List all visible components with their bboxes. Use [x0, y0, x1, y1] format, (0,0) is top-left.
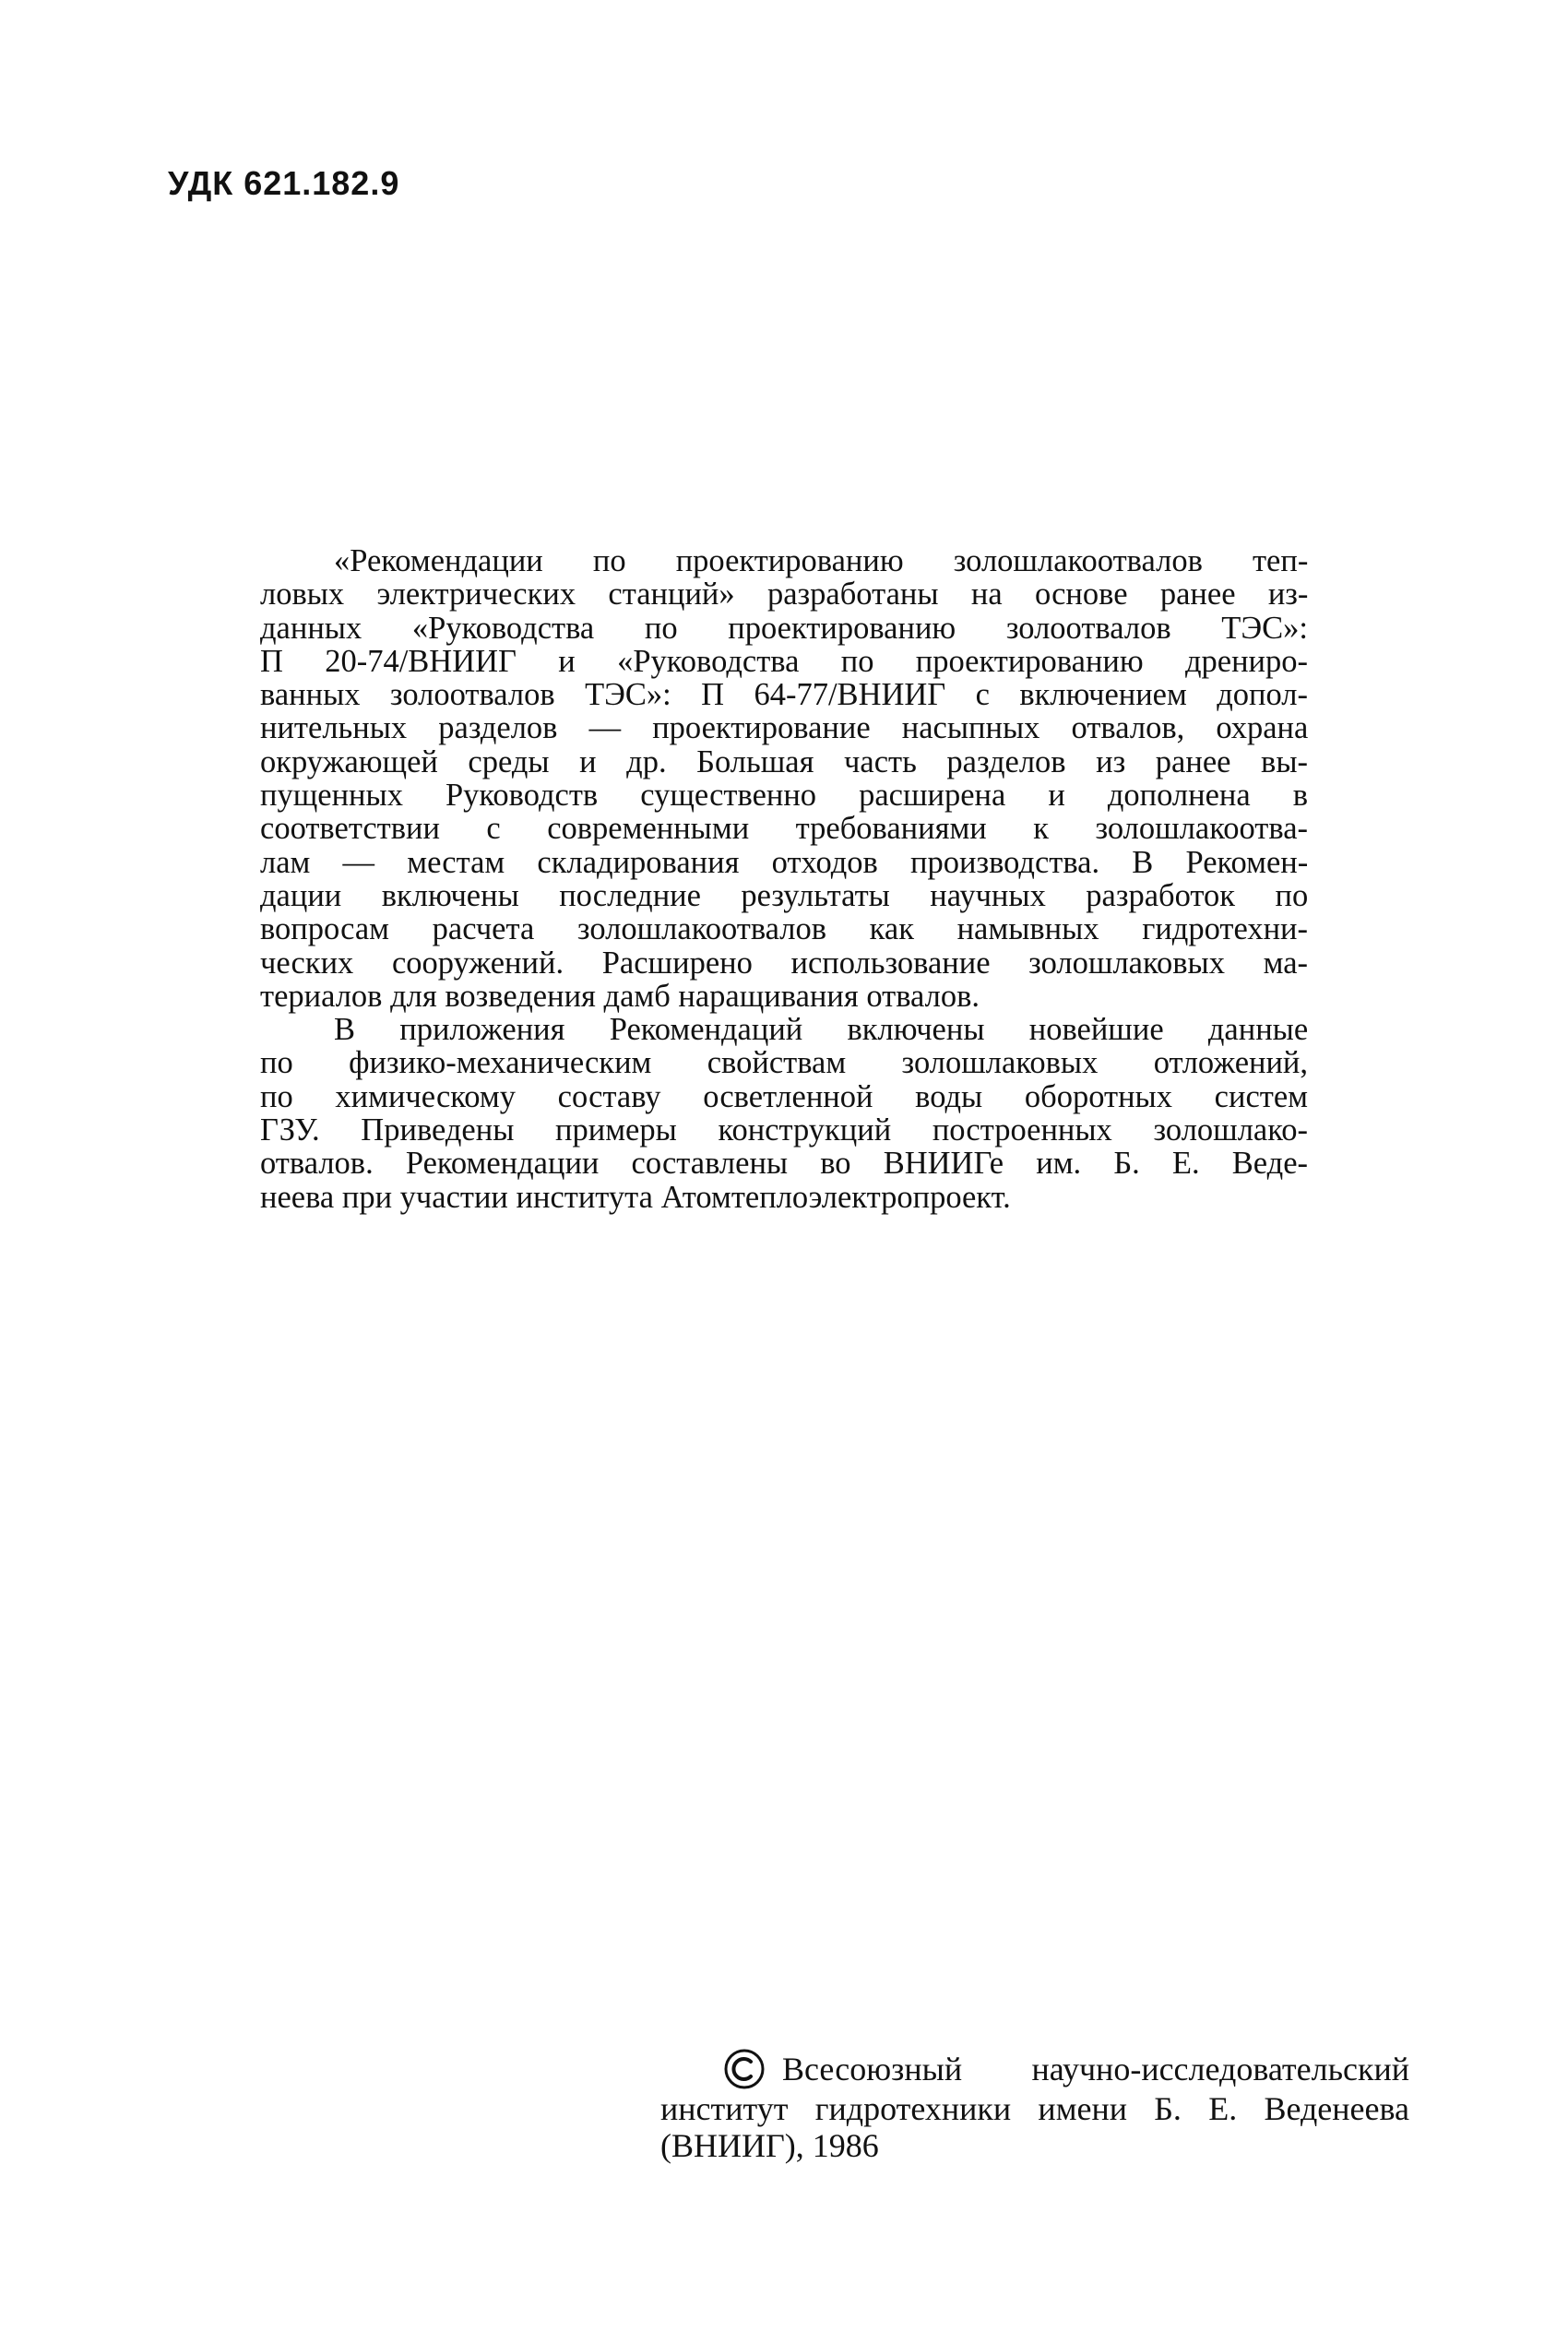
abstract-line: пущенных Руководств существенно расширена и дополнена в: [260, 778, 1308, 814]
abstract-line: В приложения Рекомендаций включены новейшие данные: [334, 1012, 1309, 1048]
abstract-paragraph-1: [260, 544, 1308, 1013]
abstract-line: ческих сооружений. Расширено использование золошлаковых ма-: [260, 945, 1308, 981]
abstract-line: териалов для возведения дамб наращивания отвалов.: [260, 978, 980, 1014]
copyright-holder-line-3: (ВНИИГ), 1986: [660, 2127, 879, 2164]
abstract-line: по физико-механическим свойствам золошлаковых отложений,: [260, 1045, 1309, 1081]
abstract-line: данных «Руководства по проектированию золоотвалов ТЭС»:: [260, 610, 1308, 646]
abstract-line: ванных золоотвалов ТЭС»: П 64-77/ВНИИГ с включением допол-: [260, 677, 1308, 713]
abstract-paragraph-2: [260, 1013, 1308, 1214]
abstract-line: неева при участии института Атомтеплоэлектропроект.: [260, 1179, 1011, 1215]
copyright-holder-line-1: Всесоюзный научно-исследовательский: [782, 2051, 1409, 2087]
udk-code: УДК 621.182.9: [168, 164, 400, 202]
copyright-icon: [723, 2048, 766, 2090]
copyright-holder-line-2: институт гидротехники имени Б. Е. Веденеева: [660, 2090, 1409, 2127]
abstract-line: нительных разделов — проектирование насыпных отвалов, охрана: [260, 710, 1309, 746]
abstract-line: отвалов. Рекомендации составлены во ВНИИГе им. Б. Е. Веде-: [260, 1146, 1308, 1182]
abstract-line: П 20-74/ВНИИГ и «Руководства по проектированию дрениро-: [260, 643, 1308, 679]
abstract-line: соответствии с современными требованиями к золошлакоотва-: [260, 811, 1308, 847]
abstract-line: вопросам расчета золошлакоотвалов как намывных гидротехни-: [260, 911, 1309, 947]
abstract: [260, 544, 1308, 1214]
abstract-line: лам — местам складирования отходов производства. В Рекомен-: [260, 844, 1309, 880]
abstract-line: по химическому составу осветленной воды оборотных систем: [260, 1078, 1308, 1114]
abstract-line: «Рекомендации по проектированию золошлакоотвалов теп-: [334, 543, 1309, 578]
copyright-block: [660, 2048, 1409, 2164]
abstract-line: ловых электрических станций» разработаны на основе ранее из-: [260, 577, 1309, 613]
abstract-line: ГЗУ. Приведены примеры конструкций построенных золошлако-: [260, 1112, 1308, 1148]
abstract-line: дации включены последние результаты научных разработок по: [260, 877, 1309, 913]
abstract-line: окружающей среды и др. Большая часть разделов из ранее вы-: [260, 743, 1308, 779]
